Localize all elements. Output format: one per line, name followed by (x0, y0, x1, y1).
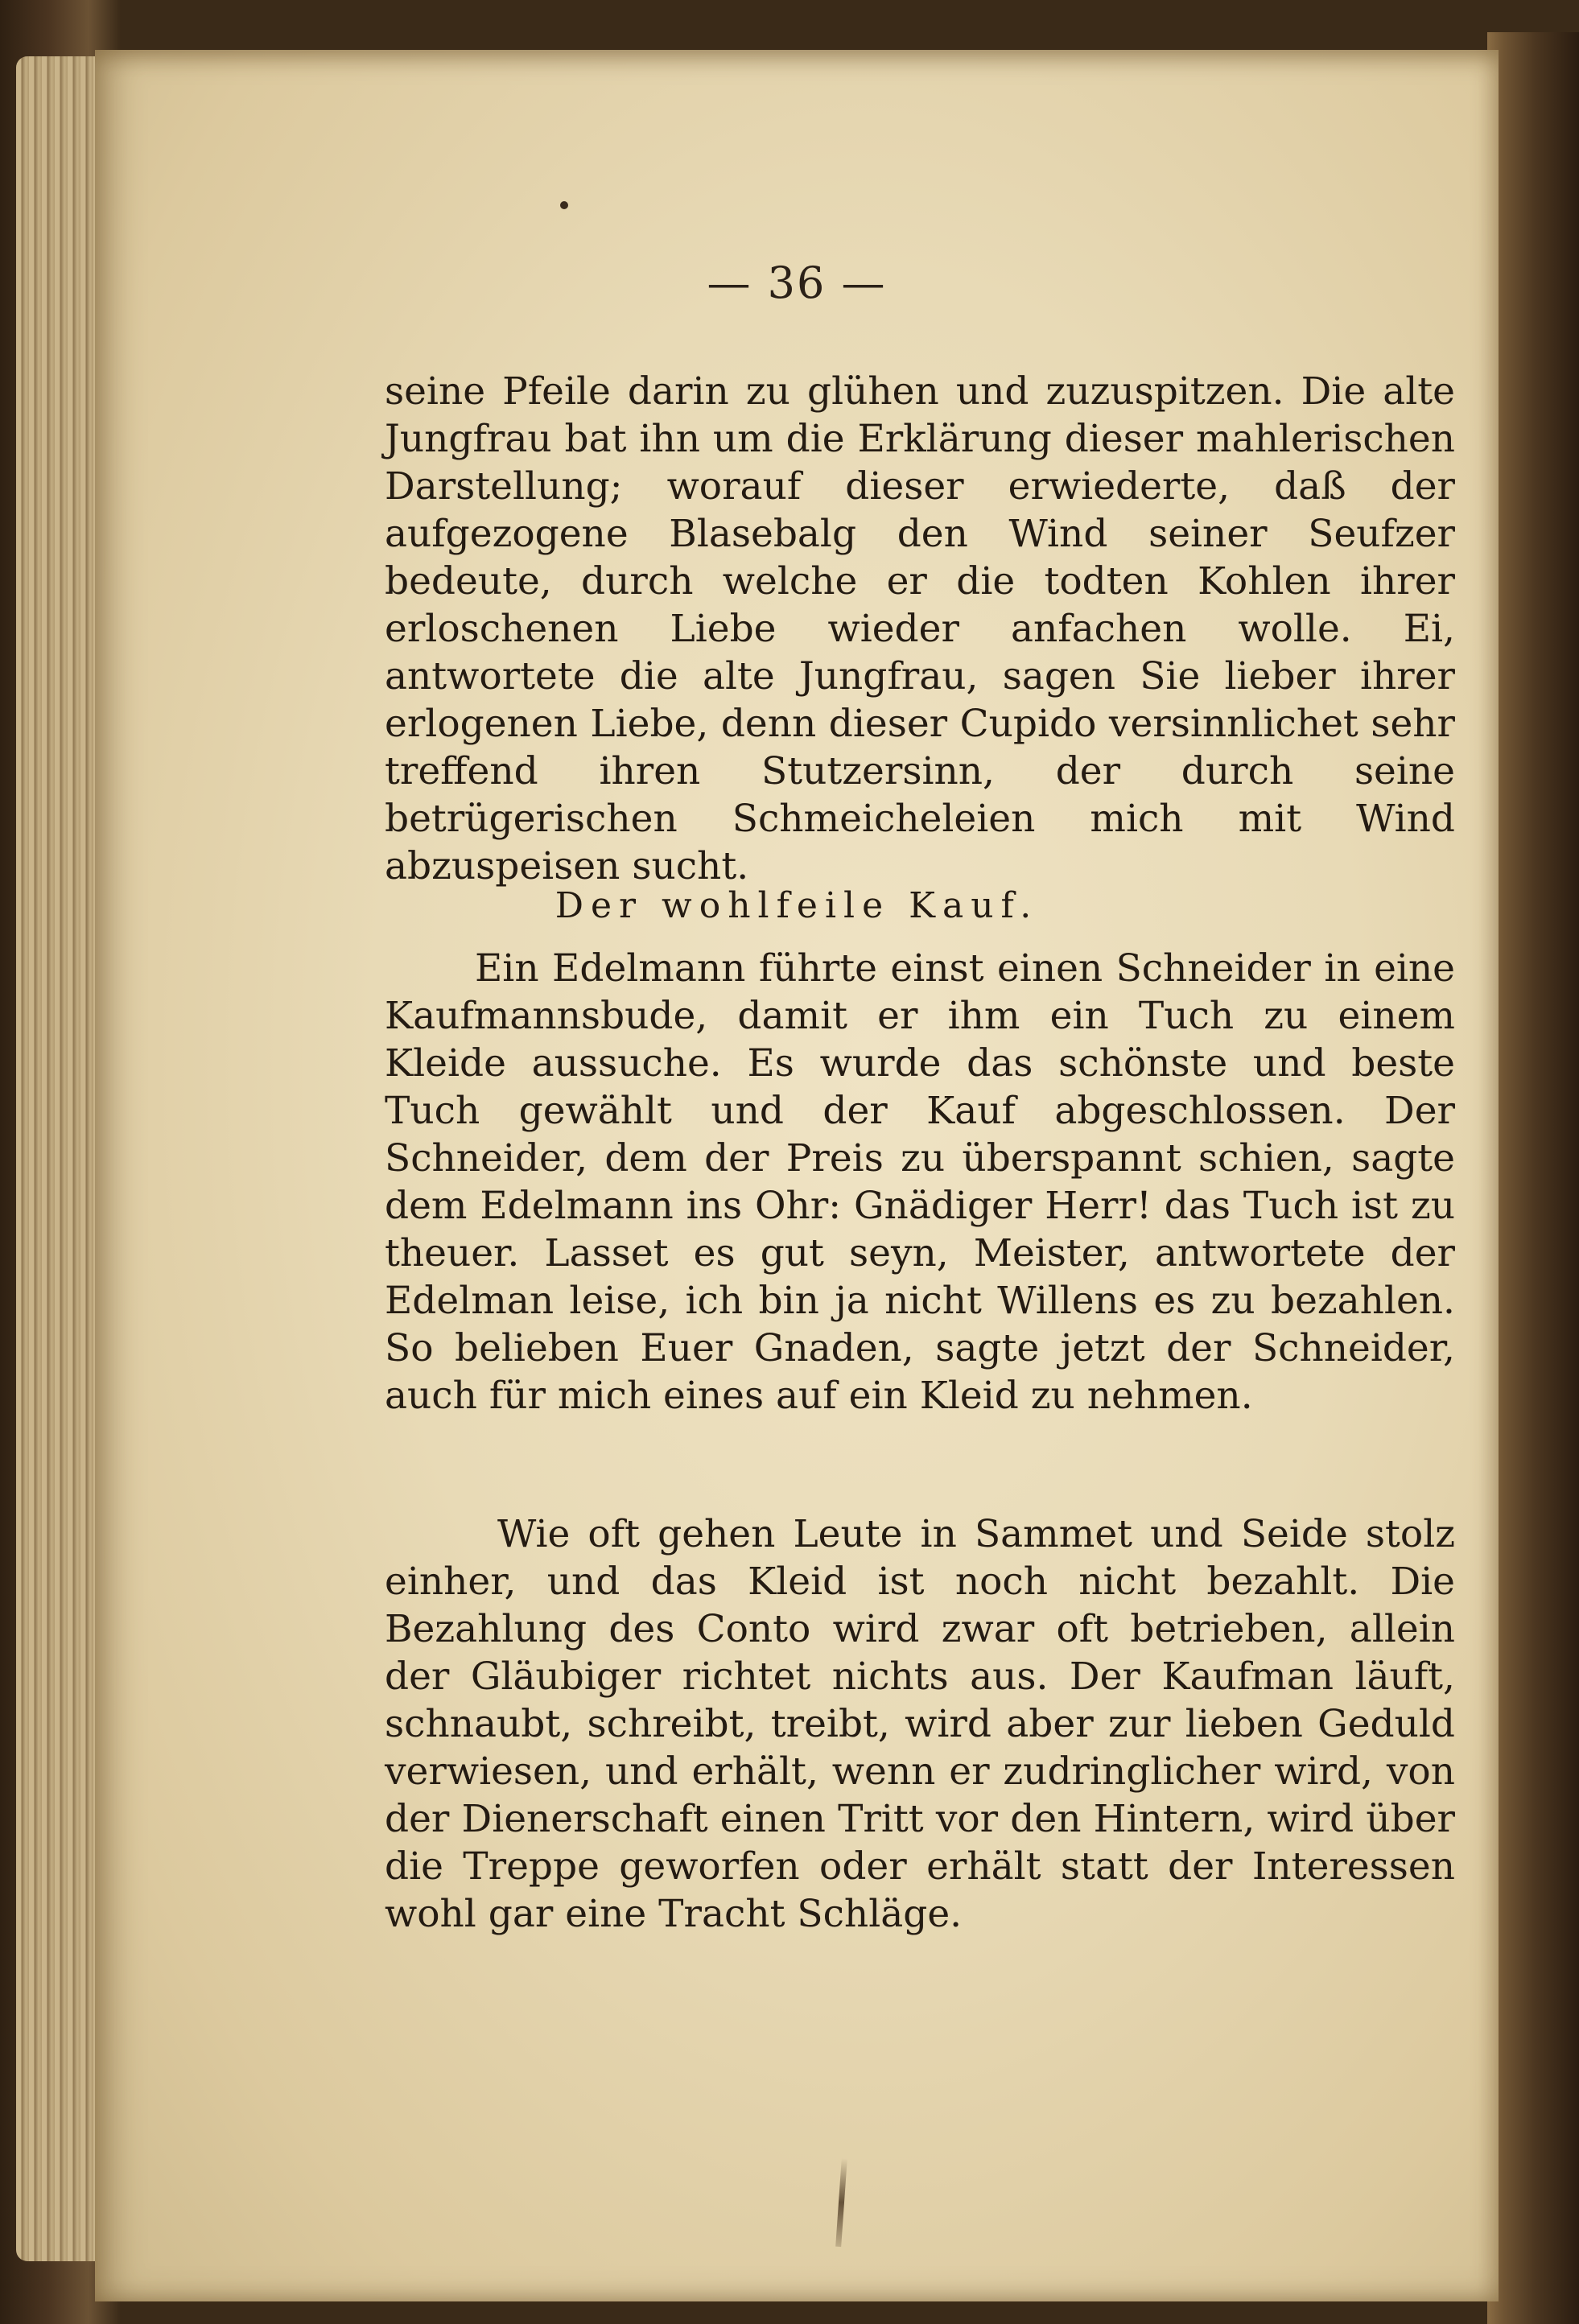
book-spine-edge (1487, 32, 1579, 2324)
paragraph-text: seine Pfeile darin zu glühen und zuzuspitzen. Die alte Jungfrau bat ihn um die Erklärung dieser mahlerischen Darstellung; worauf dieser erwiederte, daß der aufgezogene Blasebalg den Wind seiner Seufzer bedeute, durch welche er die todten Kohlen ihrer erloschenen Liebe wieder anfachen wolle. Ei, antwortete die alte Jungfrau, sagen Sie lieber ihrer erlogenen Liebe, denn dieser Cupido versinnlichet sehr treffend ihren Stutzersinn, der durch seine betrügerischen Schmeicheleien mich mit Wind abzuspeisen sucht. (385, 369, 1455, 888)
paragraph-moral (385, 1510, 1455, 1938)
ink-spot (560, 201, 568, 209)
book-page (95, 50, 1499, 2301)
page-number: — 36 — (707, 258, 887, 308)
paragraph-text: Wie oft gehen Leute in Sammet und Seide stolz einher, und das Kleid ist noch nicht bezahlt. Die Bezahlung des Conto wird zwar oft betrieben, allein der Gläubiger richtet nichts aus. Der Kaufman läuft, schnaubt, schreibt, treibt, wird aber zur lieben Geduld verwiesen, und erhält, wenn er zudringlicher wird, von der Dienerschaft einen Tritt vor den Hintern, wird über die Treppe geworfen oder erhält statt der Interessen wohl gar eine Tracht Schläge. (385, 1512, 1455, 1936)
ink-scratch (835, 2158, 847, 2247)
paragraph-continued (385, 368, 1455, 890)
paragraph-anecdote (385, 945, 1455, 1420)
section-heading: Der wohlfeile Kauf. (555, 885, 1039, 926)
paragraph-text: Ein Edelmann führte einst einen Schneider in eine Kaufmannsbude, damit er ihm ein Tuch zu einem Kleide aussuche. Es wurde das schönste und beste Tuch gewählt und der Kauf abgeschlossen. Der Schneider, dem der Preis zu überspannt schien, sagte dem Edelmann ins Ohr: Gnädiger Herr! das Tuch ist zu theuer. Lasset es gut seyn, Meister, antwortete der Edelman leise, ich bin ja nicht Willens es zu bezahlen. So belieben Euer Gnaden, sagte jetzt der Schneider, auch für mich eines auf ein Kleid zu nehmen. (385, 946, 1455, 1418)
